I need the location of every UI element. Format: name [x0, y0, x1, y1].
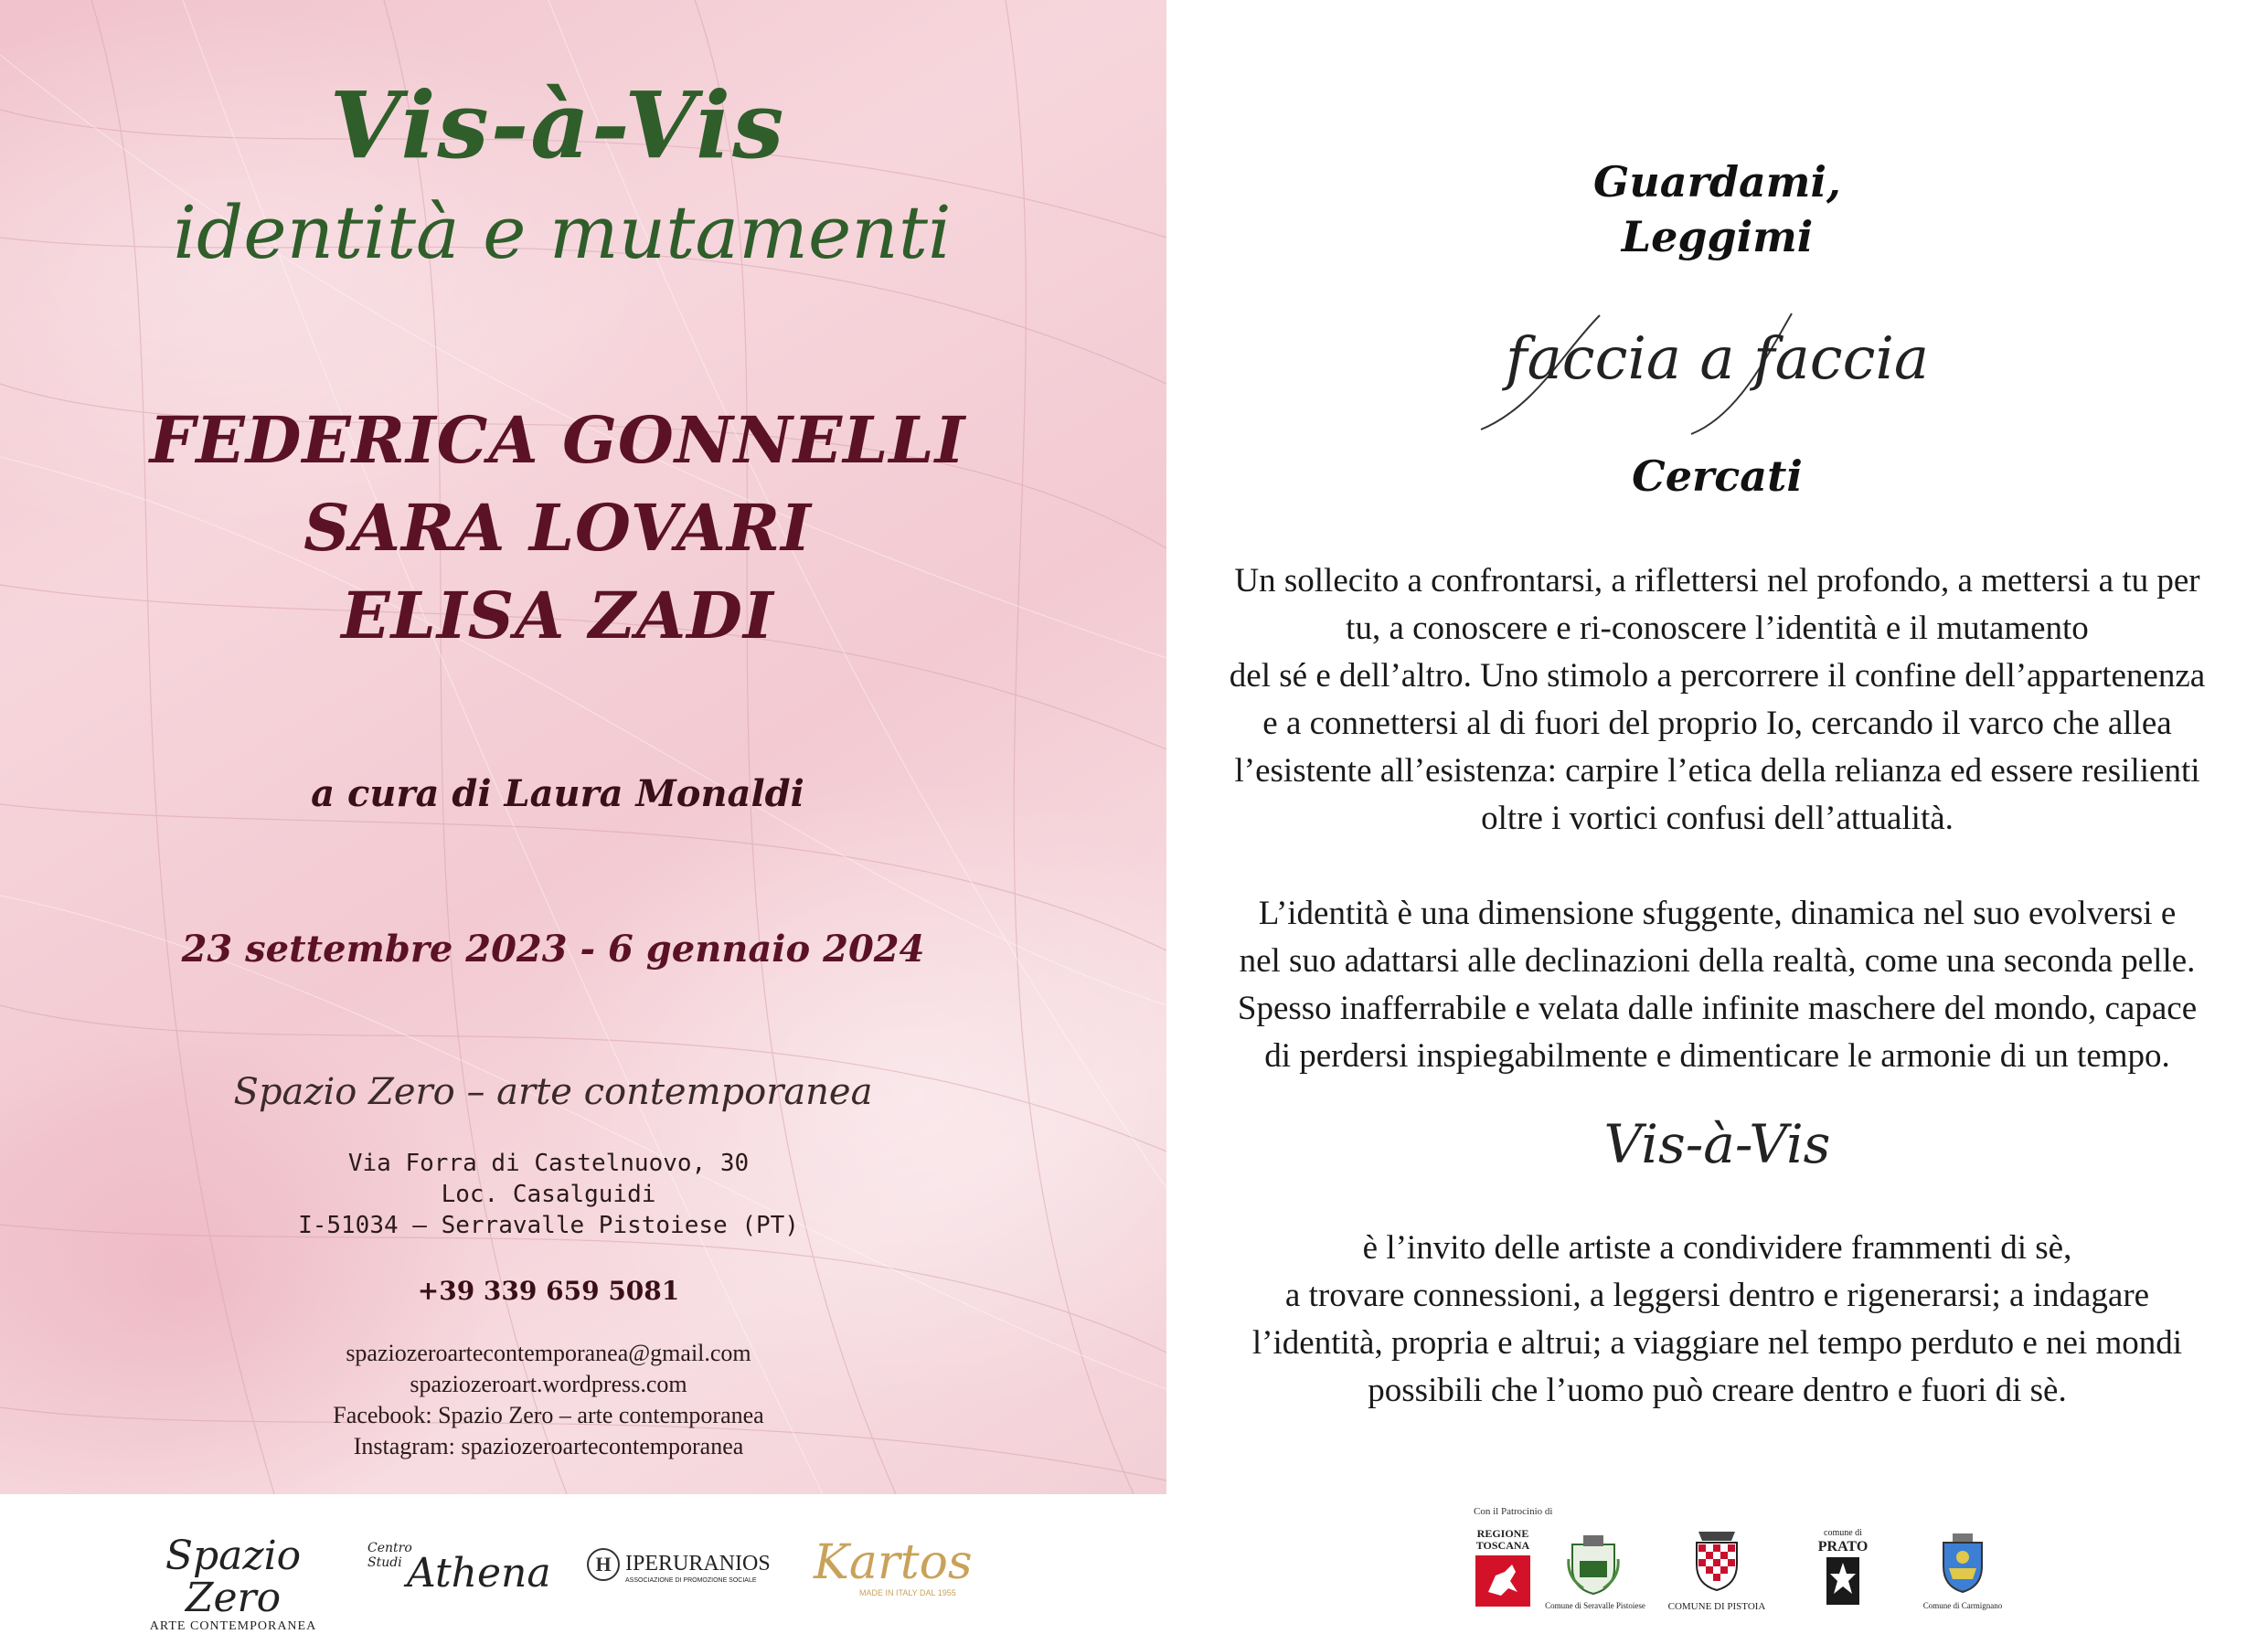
regione-toscana-label — [1475, 1528, 1530, 1552]
facebook-link[interactable]: Facebook: Spazio Zero – arte contemporanea — [333, 1402, 764, 1428]
text-line: tu, a conoscere e ri-conoscere l’identità e il mutamento — [1346, 610, 2089, 647]
iperuranios-logo-text: IPERURANIOS — [625, 1552, 771, 1576]
address-line: Via Forra di Castelnuovo, 30 — [347, 1150, 750, 1177]
text-line: possibili che l’uomo può creare dentro e fuori di sè. — [1368, 1372, 2067, 1409]
exhibition-subtitle: identità e mutamenti — [173, 190, 952, 275]
prato-small-label: comune di — [1824, 1528, 1862, 1538]
body-paragraph-1 — [1166, 557, 2268, 843]
exhibition-title: Vis-à-Vis — [329, 71, 786, 179]
text-line: del sé e dell’altro. Uno stimolo a percorrere il confine dell’appartenenza — [1229, 657, 2206, 695]
seravalle-label: Comune di Seravalle Pistoiese — [1545, 1601, 1645, 1610]
regione-label-line: TOSCANA — [1475, 1539, 1530, 1552]
carmignano-label: Comune di Carmignano — [1922, 1601, 2003, 1610]
curator-credit: a cura di Laura Monaldi — [311, 772, 804, 815]
iperuranios-logo-sub: ASSOCIAZIONE DI PROMOZIONE SOCIALE — [625, 1577, 757, 1584]
iperuranios-emblem-icon: H — [587, 1548, 620, 1581]
centro-studi-athena-logo — [366, 1541, 558, 1605]
text-line: Spesso inafferrabile e velata dalle infinite maschere del mondo, capace — [1237, 990, 2198, 1027]
spazio-zero-logo-sub: ARTE CONTEMPORANEA — [149, 1619, 317, 1633]
artist-name: SARA LOVARI — [303, 490, 812, 566]
phone-number: +39 339 659 5081 — [417, 1276, 680, 1306]
carmignano-crest-icon — [1936, 1532, 1989, 1596]
vis-a-vis-script: Vis-à-Vis — [1603, 1113, 1831, 1175]
kartos-logo-sub: MADE IN ITALY DAL 1955 — [859, 1588, 956, 1597]
pistoia-label: COMUNE DI PISTOIA — [1667, 1601, 1766, 1612]
body-paragraph-2 — [1166, 890, 2268, 1080]
patronage-label: Con il Patrocinio di — [1474, 1506, 1553, 1517]
heading-leggimi: Leggimi — [1621, 212, 1814, 261]
heading-guardami: Guardami, — [1593, 157, 1841, 207]
athena-small-text: Centro — [367, 1541, 412, 1555]
seravalle-crest-icon — [1567, 1532, 1620, 1596]
website-link[interactable]: spaziozeroart.wordpress.com — [410, 1371, 687, 1397]
text-line: oltre i vortici confusi dell’attualità. — [1481, 800, 1954, 837]
text-line: l’identità, propria e altrui; a viaggiare nel tempo perduto e nei mondi — [1251, 1324, 2183, 1362]
regione-toscana-icon — [1475, 1555, 1530, 1607]
kartos-logo-text: Kartos — [814, 1535, 973, 1590]
artist-name: FEDERICA GONNELLI — [149, 402, 966, 478]
prato-label: PRATO — [1817, 1539, 1869, 1554]
instagram-link[interactable]: Instagram: spaziozeroartecontemporanea — [353, 1433, 744, 1459]
text-line: nel suo adattarsi alle declinazioni della realtà, come una seconda pelle. — [1239, 942, 2196, 980]
email-link[interactable]: spaziozeroartecontemporanea@gmail.com — [346, 1340, 751, 1366]
athena-small-text: Studi — [367, 1555, 402, 1570]
address-line: Loc. Casalguidi — [441, 1181, 656, 1208]
text-line: di perdersi inspiegabilmente e dimenticare le armonie di un tempo. — [1264, 1037, 2170, 1075]
venue-name: Spazio Zero – arte contemporanea — [233, 1071, 873, 1113]
heading-cercati: Cercati — [1632, 451, 1803, 501]
text-line: è l’invito delle artiste a condividere frammenti di sè, — [1362, 1229, 2072, 1267]
kartos-logo — [814, 1535, 996, 1599]
poster-left-panel — [0, 0, 1166, 1494]
body-paragraph-3 — [1166, 1225, 2268, 1415]
faccia-a-faccia: faccia a faccia — [1505, 325, 1930, 393]
text-line: l’esistente all’esistenza: carpire l’etica della relianza ed essere resilienti — [1234, 752, 2200, 790]
exhibition-dates: 23 settembre 2023 - 6 gennaio 2024 — [181, 928, 925, 971]
text-line: L’identità è una dimensione sfuggente, dinamica nel suo evolversi e — [1258, 895, 2177, 932]
regione-label-line: REGIONE — [1476, 1527, 1529, 1540]
pistoia-crest-icon — [1689, 1528, 1744, 1592]
iperuranios-logo — [585, 1548, 777, 1594]
prato-crest-icon — [1826, 1557, 1859, 1605]
text-line: e a connettersi al di fuori del proprio Io, cercando il varco che allea — [1262, 705, 2172, 742]
text-line: Un sollecito a confrontarsi, a riflettersi nel profondo, a mettersi a tu per — [1234, 562, 2200, 599]
artist-name: ELISA ZADI — [341, 578, 774, 653]
athena-logo-text: Athena — [407, 1550, 551, 1597]
address-line: I-51034 – Serravalle Pistoiese (PT) — [298, 1212, 799, 1239]
spazio-zero-logo-text: Spazio Zero — [165, 1533, 302, 1621]
text-line: a trovare connessioni, a leggersi dentro e rigenerarsi; a indagare — [1284, 1277, 2150, 1314]
